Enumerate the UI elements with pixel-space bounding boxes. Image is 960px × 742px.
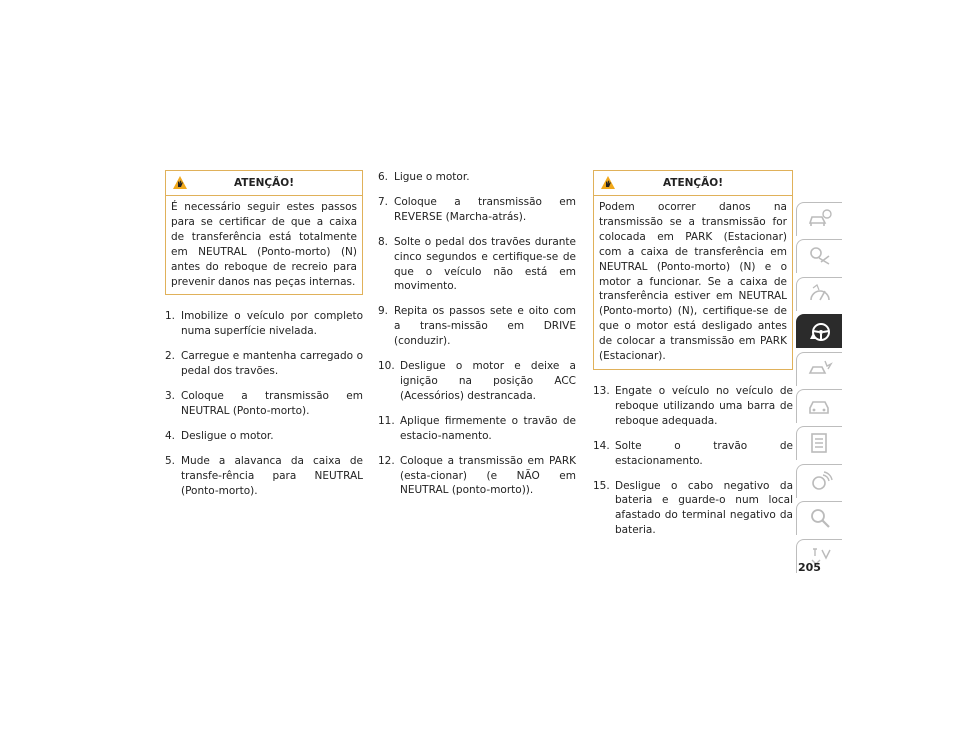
list-item: 12. Coloque a transmissão em PARK (esta-cionar) (e NÃO em NEUTRAL (ponto-morto)).	[378, 454, 576, 497]
list-item: 1. Imobilize o veículo por completo numa superfície nivelada.	[165, 310, 363, 338]
tab-multimedia[interactable]	[796, 464, 842, 498]
warning-hand-icon	[600, 175, 616, 191]
steps-list-1	[165, 309, 363, 498]
search-icon	[807, 506, 833, 530]
tab-service[interactable]	[796, 389, 842, 423]
steering-wheel-icon	[807, 319, 833, 343]
multimedia-icon	[807, 469, 833, 493]
list-item: 3. Coloque a transmissão em NEUTRAL (Ponto-morto).	[165, 390, 363, 417]
list-item: 13. Engate o veículo no veículo de reboque utilizando uma barra de reboque adequada.	[593, 384, 793, 427]
warning-box-right	[593, 170, 793, 370]
list-item: 5. Mude a alavanca da caixa de transfe-rência para NEUTRAL (Ponto-morto).	[165, 454, 363, 497]
list-item: 6. Ligue o motor.	[378, 171, 470, 183]
warning-text: Podem ocorrer danos na transmissão se a transmissão for colocada em PARK (Estacionar) com a caixa de transferência em NEUTRAL (Ponto-morto) (N) e o motor a funcionar. Se a caixa de transferência estiver em NEUTRAL (Ponto-morto) (N), certifique-se de que o motor está desligado antes de colocar a transmissão em PARK (Estacionar).	[599, 201, 787, 363]
service-car-icon	[807, 394, 833, 418]
warning-title: ATENÇÃO!	[234, 176, 294, 189]
warning-header	[166, 171, 362, 196]
tab-driving[interactable]	[796, 314, 842, 348]
column-right	[593, 170, 793, 548]
list-item: 9. Repita os passos sete e oito com a trans-missão em DRIVE (conduzir).	[378, 305, 576, 348]
list-item: 4. Desligue o motor.	[165, 429, 274, 442]
tab-specifications[interactable]	[796, 426, 842, 460]
steps-list-2	[378, 170, 576, 498]
gear-safety-icon	[807, 244, 833, 268]
tab-emergency[interactable]	[796, 352, 842, 386]
column-left	[165, 170, 363, 509]
steps-list-3	[593, 384, 793, 538]
dashboard-icon	[807, 282, 833, 306]
list-item: 2. Carregue e mantenha carregado o pedal dos travões.	[165, 350, 363, 378]
warning-hand-icon	[172, 175, 188, 191]
list-item: 10. Desligue o motor e deixe a ignição na posição ACC (Acessórios) destrancada.	[378, 360, 576, 402]
page-number: 205	[798, 561, 821, 574]
column-middle	[378, 170, 576, 508]
list-item: 8. Solte o pedal dos travões durante cinco segundos e certifique-se de que o veículo não está em movimento.	[378, 235, 576, 293]
warning-text: É necessário seguir estes passos para se certificar de que a caixa de transferência está totalmente em NEUTRAL (Ponto-morto) (N) antes do reboque de recreio para prevenir danos nas peças internas.	[171, 201, 357, 288]
tab-car-info[interactable]	[796, 202, 842, 236]
chapter-tabs	[796, 202, 842, 576]
list-item: 15. Desligue o cabo negativo da bateria e guarde-o num local afastado do terminal negativo da bateria.	[593, 479, 793, 537]
tab-dashboard[interactable]	[796, 277, 842, 311]
list-item: 7. Coloque a transmissão em REVERSE (Marcha-atrás).	[378, 195, 576, 223]
list-item: 11. Aplique firmemente o travão de estacio-namento.	[378, 414, 576, 442]
warning-box-left	[165, 170, 363, 295]
tab-index[interactable]	[796, 501, 842, 535]
list-item: 14. Solte o travão de estacionamento.	[593, 439, 793, 467]
warning-header	[594, 171, 792, 196]
warning-title: ATENÇÃO!	[663, 176, 723, 189]
crash-icon	[807, 357, 833, 381]
checklist-icon	[807, 431, 833, 455]
car-info-icon	[807, 207, 833, 231]
tab-safety[interactable]	[796, 239, 842, 273]
